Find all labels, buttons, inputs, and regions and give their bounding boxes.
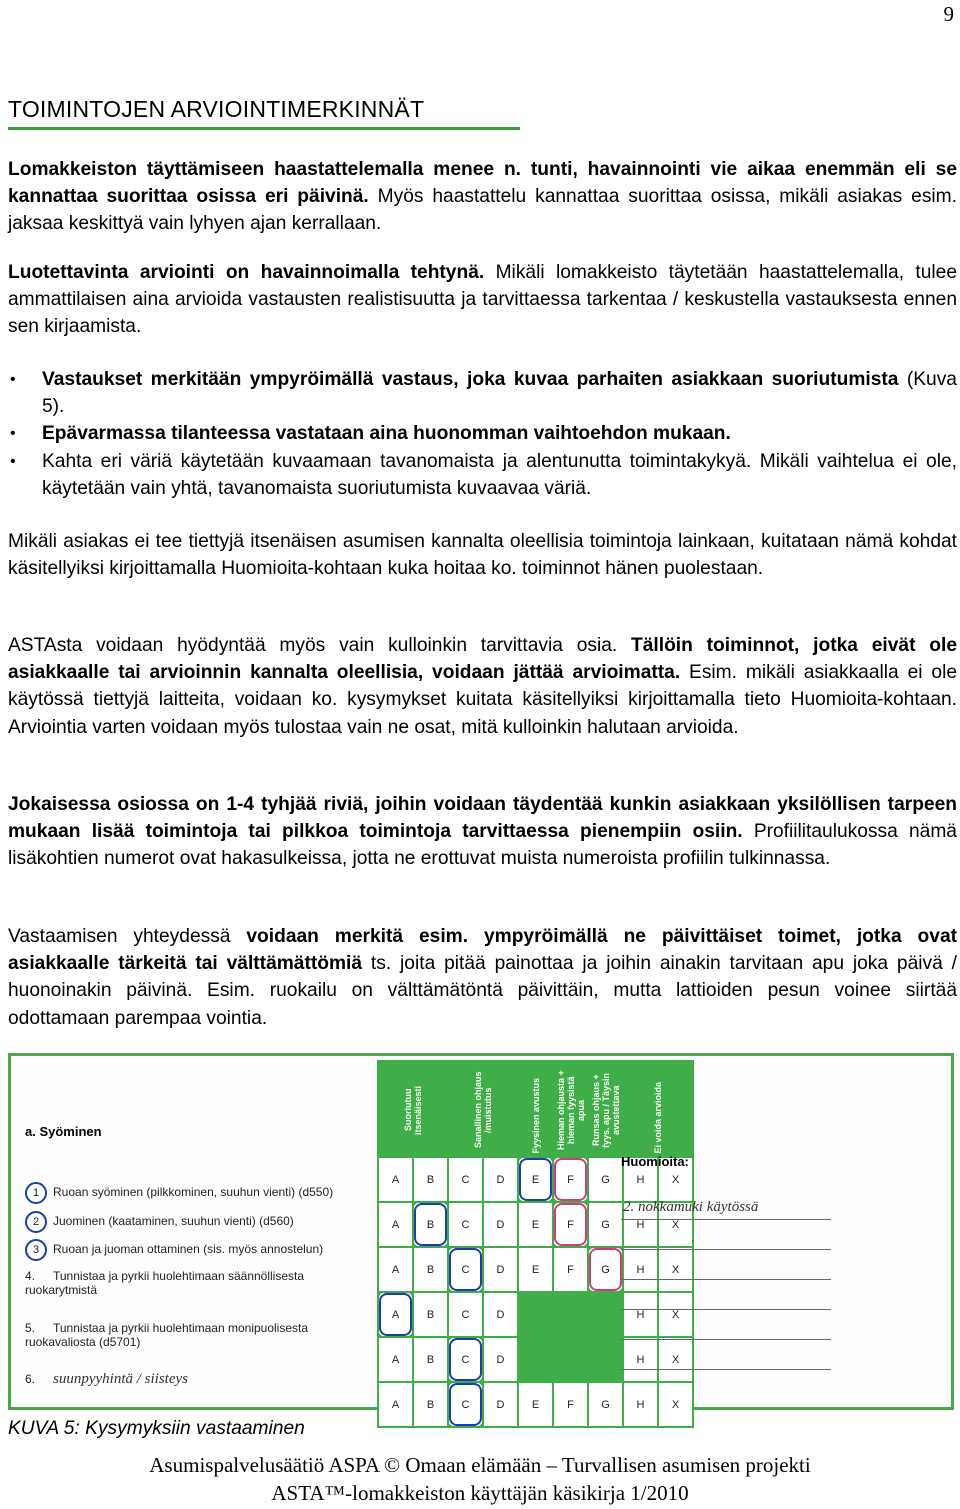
grid-cell-circled[interactable]: C: [448, 1337, 483, 1382]
form-item: [25, 1321, 355, 1349]
grid-cell[interactable]: A: [378, 1202, 413, 1247]
notes-line: [621, 1369, 831, 1370]
grid-cell[interactable]: B: [413, 1382, 448, 1427]
item-number: 5.: [25, 1321, 36, 1335]
list-item: [8, 420, 957, 447]
page-number: 9: [943, 2, 954, 26]
grid-cell[interactable]: D: [483, 1247, 518, 1292]
grid-row: [378, 1382, 693, 1427]
grid-cell[interactable]: E: [518, 1382, 553, 1427]
grid-cell-circled[interactable]: E: [518, 1157, 553, 1202]
grid-cell-empty: [553, 1292, 588, 1337]
notes-handwriting: 2. nokkamuki käytössä: [623, 1199, 759, 1215]
grid-cell[interactable]: D: [483, 1157, 518, 1202]
grid-cell[interactable]: F: [553, 1382, 588, 1427]
grid-cell[interactable]: E: [518, 1247, 553, 1292]
form-section-title: a. Syöminen: [25, 1124, 102, 1139]
grid-cell[interactable]: A: [378, 1157, 413, 1202]
paragraph-reliability: [8, 259, 957, 341]
list-item: [8, 448, 957, 502]
paragraph-marking-n2: ts. joita pitää painottaa ja joihin ainakin tarvitaan apu joka päivä / huonoinakin päivinä. Esim. ruokailu on välttämätöntä päivittäin, mutta lattioiden pesun voinee siirtää odottamaan parempaa vointia.: [8, 953, 958, 1029]
paragraph-marking: [8, 923, 957, 1032]
example-form-figure: [8, 1053, 954, 1410]
paragraph-partial-use: [8, 632, 957, 741]
grid-cell[interactable]: D: [483, 1382, 518, 1427]
grid-cell[interactable]: X: [658, 1157, 693, 1202]
grid-cell[interactable]: C: [448, 1292, 483, 1337]
grid-cell[interactable]: H: [623, 1157, 658, 1202]
footer-line-1: Asumispalvelusäätiö ASPA © Omaan elämään – Turvallisen asumisen projekti: [149, 1453, 811, 1477]
grid-cell[interactable]: H: [623, 1337, 658, 1382]
page-heading: TOIMINTOJEN ARVIOINTIMERKINNÄT: [8, 96, 425, 122]
paragraph-reliability-normal: Mikäli lomakkeisto täytetään haastattelemalla, tulee ammattilaisen aina arvioida vastausten realistisuutta ja tarvittaessa tarkentaa / keskustella vastauksesta ennen sen kirjaamista.: [8, 262, 957, 338]
paragraph-duration-normal: Myös haastattelu kannattaa suorittaa osissa, mikäli asiakas esim. jaksaa keskittyä vain lyhyen ajan kerrallaan.: [8, 186, 957, 235]
grid-cell[interactable]: X: [658, 1247, 693, 1292]
item-text: Juominen (kaataminen, suuhun vienti) (d560): [53, 1214, 294, 1228]
grid-cell[interactable]: B: [413, 1157, 448, 1202]
form-item: [25, 1211, 294, 1233]
bullet-2-bold: Epävarmassa tilanteessa vastataan aina huonomman vaihtoehdon mukaan.: [42, 423, 731, 445]
grid-row: [378, 1337, 693, 1382]
notes-line: [621, 1279, 831, 1280]
grid-cell[interactable]: X: [658, 1337, 693, 1382]
grid-cell-circled[interactable]: G: [588, 1247, 623, 1292]
figure-caption: KUVA 5: Kysymyksiin vastaaminen: [8, 1418, 305, 1439]
item-text: Tunnistaa ja pyrkii huolehtimaan säännöllisesta ruokarytmistä: [25, 1269, 305, 1297]
grid-cell[interactable]: H: [623, 1382, 658, 1427]
grid-header: Ei voida arvioida: [623, 1061, 693, 1157]
paragraph-duration: [8, 156, 957, 238]
grid-header: Sanallinen ohjaus /muistutus: [448, 1061, 518, 1157]
grid-cell-empty: [553, 1337, 588, 1382]
grid-cell[interactable]: D: [483, 1337, 518, 1382]
item-number: 3: [25, 1239, 47, 1261]
grid-cell[interactable]: X: [658, 1202, 693, 1247]
grid-cell[interactable]: F: [553, 1247, 588, 1292]
paragraph-duration-bold: Lomakkeiston täyttämiseen haastattelemalla menee n. tunti, havainnointi vie aikaa enemmän eli se kannattaa suorittaa osissa eri päivinä.: [8, 159, 957, 208]
grid-header: Suoriutuu itsenäisesti: [378, 1061, 448, 1157]
form-item: [25, 1182, 333, 1204]
grid-cell[interactable]: E: [518, 1202, 553, 1247]
grid-cell[interactable]: B: [413, 1247, 448, 1292]
notes-title: Huomioita:: [621, 1154, 689, 1169]
grid-row: [378, 1247, 693, 1292]
grid-cell-circled[interactable]: C: [448, 1247, 483, 1292]
paragraph-marking-n1: Vastaamisen yhteydessä: [8, 926, 247, 947]
paragraph-empty-rows: [8, 791, 957, 873]
paragraph-partial-use-n1: ASTAsta voidaan hyödyntää myös vain kulloinkin tarvittavia osia.: [8, 635, 632, 656]
grid-cell-circled[interactable]: F: [553, 1157, 588, 1202]
rating-grid: [377, 1060, 694, 1428]
paragraph-partial-use-n2: Esim. mikäli asiakkaalla ei ole käytössä tiettyjä laitteita, voidaan ko. kysymykset kuitata käsitellyiksi kirjoittamalla tieto Huomioita-kohtaan. Arviointia varten voidaan myös tulostaa vain ne osat, mitä kulloinkin halutaan arvioida.: [8, 662, 958, 738]
grid-cell[interactable]: C: [448, 1202, 483, 1247]
notes-line: [621, 1219, 831, 1220]
grid-cell-circled[interactable]: B: [413, 1202, 448, 1247]
item-number: 2: [25, 1211, 47, 1233]
grid-cell[interactable]: D: [483, 1292, 518, 1337]
bullet-3-normal: Kahta eri väriä käytetään kuvaamaan tavanomaista ja alentunutta toimintakykyä. Mikäli vaihtelua ei ole, käytetään vain yhtä, tavanomaista suoriutumista kuvaavaa väriä.: [42, 450, 957, 499]
grid-cell[interactable]: A: [378, 1337, 413, 1382]
item-handwritten-text: suunpyyhintä / siisteys: [53, 1371, 188, 1387]
paragraph-marking-b1: voidaan merkitä esim. ympyröimällä ne päivittäiset toimet, jotka ovat asiakkaalle tärkeitä tai välttämättömiä: [8, 926, 957, 975]
grid-cell[interactable]: A: [378, 1382, 413, 1427]
grid-cell[interactable]: X: [658, 1382, 693, 1427]
grid-cell[interactable]: H: [623, 1202, 658, 1247]
form-item: [25, 1269, 355, 1297]
grid-cell[interactable]: X: [658, 1292, 693, 1337]
form-item: [25, 1371, 188, 1388]
notes-line: [621, 1339, 831, 1340]
grid-cell[interactable]: G: [588, 1157, 623, 1202]
grid-cell-empty: [518, 1292, 553, 1337]
grid-header: Runsas ohjaus + fyys. apu / Täysin avustettava: [588, 1061, 623, 1157]
notes-line: [621, 1249, 831, 1250]
item-text: Tunnistaa ja pyrkii huolehtimaan monipuolisesta ruokavaliosta (d5701): [25, 1321, 309, 1349]
footer-line-2: ASTA™-lomakkeiston käyttäjän käsikirja 1/2010: [271, 1481, 689, 1505]
grid-cell-empty: [518, 1337, 553, 1382]
grid-cell-circled[interactable]: F: [553, 1202, 588, 1247]
grid-cell[interactable]: A: [378, 1247, 413, 1292]
paragraph-not-done: Mikäli asiakas ei tee tiettyjä itsenäisen asumisen kannalta oleellisia toimintoja lainkaan, kuitataan nämä kohdat käsitellyiksi kirjoittamalla Huomioita-kohtaan kuka hoitaa ko. toiminnot hänen puolestaan.: [8, 531, 957, 580]
heading-underline: [8, 127, 520, 130]
instruction-list: [8, 366, 957, 502]
grid-cell[interactable]: D: [483, 1202, 518, 1247]
notes-line: [621, 1309, 831, 1310]
grid-cell[interactable]: H: [623, 1247, 658, 1292]
grid-header: Hieman ohjausta + hieman fyysistä apua: [553, 1061, 588, 1157]
grid-cell[interactable]: G: [588, 1202, 623, 1247]
paragraph-empty-rows-b1: Jokaisessa osiossa on 1-4 tyhjää riviä, joihin voidaan täydentää kunkin asiakkaan yksilöllisen tarpeen mukaan lisää toimintoja tai pilkkoa toimintoja tarvittaessa pienempiin osiin.: [8, 794, 957, 843]
item-text: Ruoan ja juoman ottaminen (sis. myös annostelun): [53, 1242, 324, 1256]
paragraph-empty-rows-n1: Profiilitaulukossa nämä lisäkohtien numerot ovat hakasulkeissa, jotta ne erottuvat muista numeroista profiilin tulkinnassa.: [8, 821, 957, 870]
list-item: [8, 366, 957, 420]
item-text: Ruoan syöminen (pilkkominen, suuhun vienti) (d550): [53, 1185, 334, 1199]
paragraph-reliability-bold: Luotettavinta arviointi on havainnoimalla tehtynä.: [8, 262, 485, 283]
grid-cell-empty: [588, 1337, 623, 1382]
grid-cell-circled[interactable]: C: [448, 1382, 483, 1427]
item-number: 1: [25, 1182, 47, 1204]
grid-cell[interactable]: G: [588, 1382, 623, 1427]
bullet-1-normal: (Kuva 5).: [42, 369, 957, 418]
grid-cell-circled[interactable]: A: [378, 1292, 413, 1337]
bullet-1-bold: Vastaukset merkitään ympyröimällä vastaus, joka kuvaa parhaiten asiakkaan suoriutumista: [42, 369, 899, 390]
grid-header: Fyysinen avustus: [518, 1061, 553, 1157]
grid-cell[interactable]: B: [413, 1337, 448, 1382]
paragraph-partial-use-b1: Tällöin toiminnot, jotka eivät ole asiakkaalle tai arvioinnin kannalta oleellisia, voidaan jättää arvioimatta.: [8, 635, 957, 684]
grid-cell[interactable]: B: [413, 1292, 448, 1337]
grid-header-row: [378, 1061, 693, 1157]
item-number: 6.: [25, 1372, 36, 1386]
grid-cell-empty: [588, 1292, 623, 1337]
grid-cell[interactable]: H: [623, 1292, 658, 1337]
form-item: [25, 1239, 323, 1261]
grid-row: [378, 1292, 693, 1337]
item-number: 4.: [25, 1269, 36, 1283]
grid-cell[interactable]: C: [448, 1157, 483, 1202]
